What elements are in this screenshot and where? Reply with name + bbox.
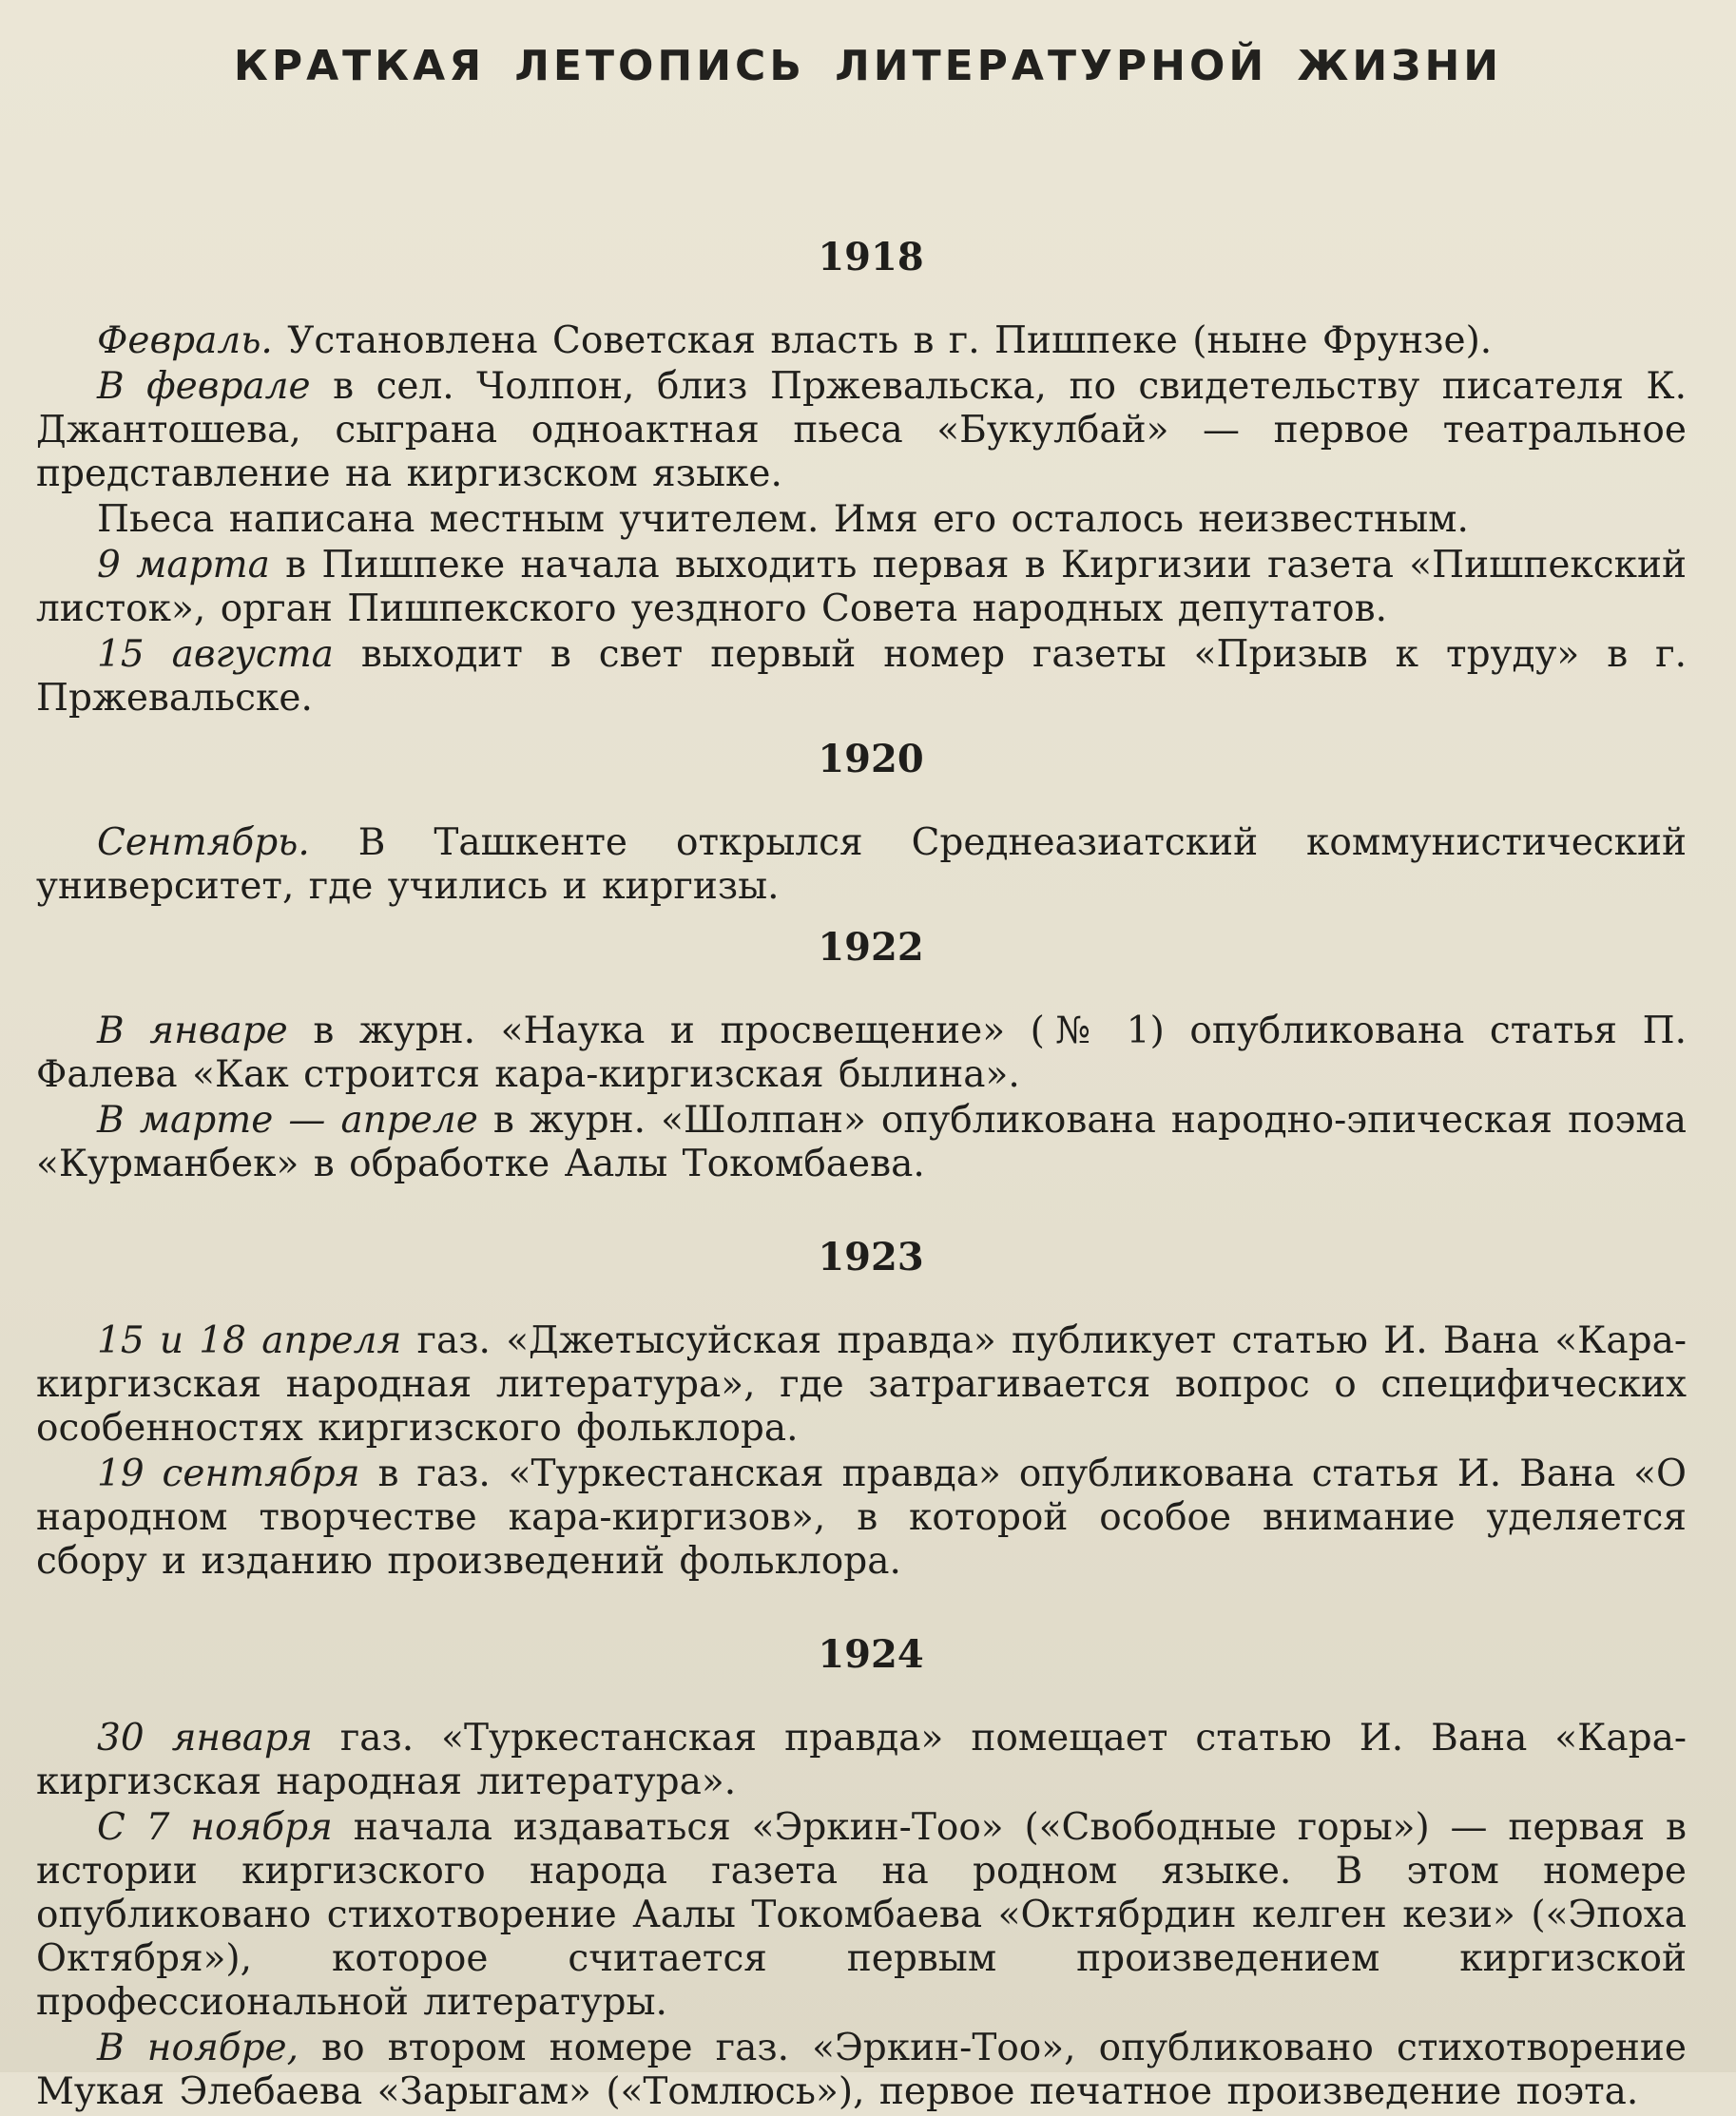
entry-paragraph [36, 821, 1687, 909]
entry-text: Установлена Советская власть в г. Пишпеке (ныне Фрунзе). [272, 319, 1493, 362]
page-title: КРАТКАЯ ЛЕТОПИСЬ ЛИТЕРАТУРНОЙ ЖИЗНИ [233, 42, 1503, 90]
year-heading-1923: 1923 [818, 1235, 924, 1279]
entry-paragraph [36, 544, 1687, 631]
entry-text: газ. «Туркестанская правда» помещает статью И. Вана «Кара-киргизская народная литература». [36, 1717, 1687, 1803]
entry-text: в Пишпеке начала выходить первая в Киргизии газета «Пишпекский листок», орган Пишпекского уездного Совета народных депутатов. [36, 544, 1688, 630]
entry-paragraph [36, 365, 1687, 496]
year-heading-1922: 1922 [818, 925, 924, 970]
year-heading-1918: 1918 [818, 235, 924, 279]
entry-date: Сентябрь. [97, 821, 310, 864]
entry-date: 30 января [97, 1717, 313, 1760]
entry-paragraph [36, 1099, 1687, 1186]
entry-text: в журн. «Наука и просвещение» (№ 1) опубликована статья П. Фалева «Как строится кара-киргизская былина». [36, 1010, 1687, 1096]
entry-date: 9 марта [97, 544, 270, 587]
entry-text: в газ. «Туркестанская правда» опубликована статья И. Вана «О народном творчестве кара-киргизов», в которой особое внимание уделяется сбору и изданию произведений фольклора. [36, 1452, 1688, 1583]
entry-paragraph [36, 633, 1687, 721]
entry-paragraph [36, 1452, 1687, 1584]
chronicle-body [36, 234, 1687, 2116]
year-heading-1920: 1920 [818, 737, 924, 781]
entry-date: В ноябре, [97, 2027, 299, 2069]
year-heading-1924: 1924 [818, 1632, 924, 1677]
entry-date: 15 августа [97, 633, 334, 676]
entry-paragraph [36, 1010, 1687, 1097]
entry-date: 19 сентября [97, 1452, 360, 1495]
entry-text: начала издаваться «Эркин-Тоо» («Свободные горы») — первая в истории киргизского народа газета на родном языке. В этом номере опубликовано стихотворение Аалы Токомбаева «Октябрдин келген кези» («Эпоха Октября»), которое считается первым произведением киргизской профессиональной литературы. [36, 1806, 1687, 2024]
entry-text: Пьеса написана местным учителем. Имя его осталось неизвестным. [97, 498, 1469, 541]
entry-paragraph [36, 2027, 1687, 2114]
entry-date: В марте — апреле [97, 1099, 478, 1142]
entry-paragraph [36, 319, 1687, 363]
entry-text: газ. «Джетысуйская правда» публикует статью И. Вана «Кара-киргизская народная литература», где затрагивается вопрос о специфических особенностях киргизского фольклора. [36, 1319, 1687, 1450]
entry-date: Февраль. [97, 319, 273, 362]
entry-text: выходит в свет первый номер газеты «Призыв к труду» в г. Пржевальске. [36, 633, 1687, 720]
entry-paragraph [36, 1717, 1687, 1804]
entry-paragraph [36, 498, 1687, 542]
entry-date: 15 и 18 апреля [97, 1319, 402, 1362]
entry-date: С 7 ноября [97, 1806, 333, 1849]
entry-text: в сел. Чолпон, близ Пржевальска, по свидетельству писателя К. Джантошева, сыграна одноактная пьеса «Букулбай» — первое театральное представление на киргизском языке. [36, 365, 1687, 495]
entry-text: во втором номере газ. «Эркин-Тоо», опубликовано стихотворение Мукая Элебаева «Зарыгам» («Томлюсь»), первое печатное произведение поэта. [36, 2027, 1687, 2113]
entry-paragraph [36, 1319, 1687, 1451]
entry-date: В феврале [97, 365, 311, 408]
entry-date: В январе [97, 1010, 288, 1052]
entry-paragraph [36, 1806, 1687, 2025]
entry-text: В Ташкенте открылся Среднеазиатский коммунистический университет, где учились и киргизы. [36, 821, 1687, 908]
entry-text: в журн. «Шолпан» опубликована народно-эпическая поэма «Курманбек» в обработке Аалы Токомбаева. [36, 1099, 1687, 1185]
